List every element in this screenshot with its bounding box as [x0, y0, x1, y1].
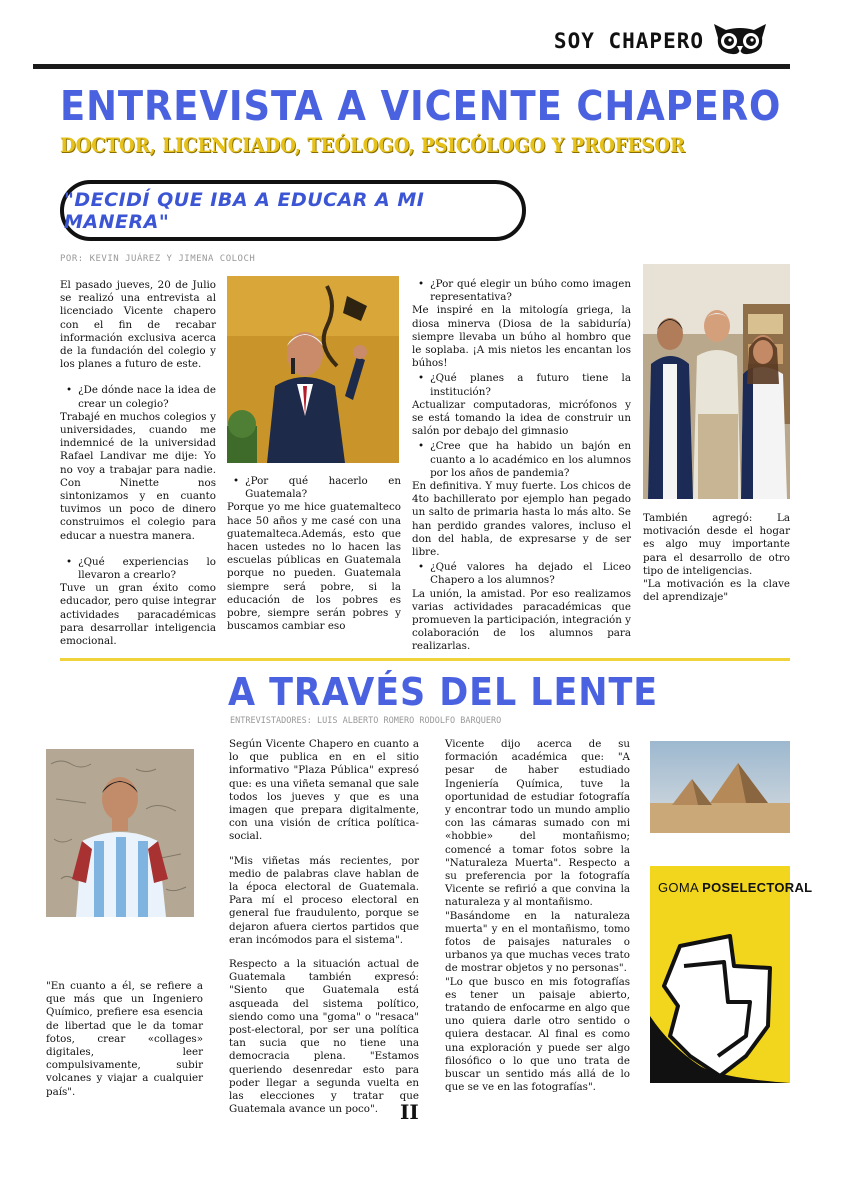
photo-pyramids	[650, 741, 790, 833]
photo-young-man	[46, 749, 194, 917]
article-byline: POR: KEVIN JUÁREZ Y JIMENA COLOCH	[60, 254, 256, 264]
question-4: • ¿Por qué elegir un búho como imagen representativa?	[412, 278, 631, 304]
answer-1: Trabajé en muchos colegios y universidades, cuando me indemnicé de la universidad Rafael Landivar me dije: Yo no voy a trabajar para nadie. Con Ninette nos sintonizamos y en cuanto tuvimos un poco de dinero construimos el colegio para educar a nuestra manera.	[60, 410, 216, 542]
closing-paragraph: También agregó: La motivación desde el hogar es algo muy importante para el desarrollo de otro tipo de inteligencias.	[643, 512, 790, 577]
photo-vicente-speaking	[227, 276, 399, 463]
answer-7: La unión, la amistad. Por eso realizamos varias actividades paracadémicas que promueven la participación, integración y colaboración de los alumnos para realizarlas.	[412, 587, 631, 653]
answer-6: En definitiva. Y muy fuerte. Los chicos de 4to bachillerato por ejemplo han pegado un salto de primaria hasta lo más alto. Se han perdido grandes valores, incluso el don del habla, de expresarse y de ser libre.	[412, 480, 631, 559]
photo-group	[643, 264, 790, 499]
intro-paragraph: El pasado jueves, 20 de Julio se realizó una entrevista al licenciado Vicente chapero con el fin de recabar información exclusiva acerca de la fundación del colegio y los planes a futuro de este.	[60, 279, 216, 371]
page-number: II	[400, 1100, 419, 1124]
article-subtitle: DOCTOR, LICENCIADO, TEÓLOGO, PSICÓLOGO Y PROFESOR	[60, 133, 685, 157]
article1-column-4	[643, 512, 790, 604]
caption-text: "En cuanto a él, se refiere a que más que un Ingeniero Químico, prefiere esa esencia de libertad que le da tomar fotos, crear «collages» digitales, leer compulsivamente, subir volcanes y viajar a cualquier país".	[46, 980, 203, 1098]
article1-column-2	[227, 473, 401, 633]
poster-title	[658, 880, 812, 895]
answer-3: Porque yo me hice guatemalteco hace 50 años y me casé con una guatemalteca.Además, esto que hacen ustedes no lo hacen las escuelas públicas en Guatemala porque no pueden. Guatemala siempre será pobre, si la educación de los pobres es pobre, siempre serán pobres y buscamos cambiar eso	[227, 501, 401, 633]
article2-paragraph-3: Respecto a la situación actual de Guatemala también expresó: "Siento que Guatemala está asqueada del sistema político, siendo como una "goma" o "resaca" post-electoral, por ser una política tan sucia que no tiene una democracia plena. "Estamos queriendo desenredar esto para poder llegar a segunda vuelta en las elecciones y tratar que Guatemala avance un poco".	[229, 958, 419, 1116]
answer-5: Actualizar computadoras, micrófonos y se está tomando la idea de construir un salón por debajo del gimnasio	[412, 398, 631, 438]
question-7: • ¿Qué valores ha dejado el Liceo Chapero a los alumnos?	[412, 561, 631, 587]
owl-icon	[712, 22, 768, 60]
article2-column-3	[445, 738, 630, 1094]
question-5: • ¿Qué planes a futuro tiene la institución?	[412, 372, 631, 398]
question-6: • ¿Cree que ha habido un bajón en cuanto a lo académico en los alumnos por los años de pandemia?	[412, 440, 631, 480]
answer-2: Tuve un gran éxito como educador, pero quise integrar actividades paracadémicas para desarrollar inteligencia emocional.	[60, 582, 216, 648]
article1-column-1	[60, 279, 216, 648]
guatemala-map-icon	[650, 906, 790, 1083]
closing-quote: "La motivación es la clave del aprendizaje"	[643, 578, 790, 604]
answer-4: Me inspiré en la mitología griega, la diosa minerva (Diosa de la sabiduría) siempre llevaba un búho al hombro que le soplaba. ¡A mis nietos les encantan los búhos!	[412, 304, 631, 370]
article2-paragraph-1: Según Vicente Chapero en cuanto a lo que publica en en el sitio informativo "Plaza Pública" expresó que: es una viñeta semanal que sale todos los jueves y que es una imagen que prepara digitalmente, con una visión de crítica política-social.	[229, 738, 419, 843]
article2-column-2	[229, 738, 419, 1116]
article2-paragraph-4: Vicente dijo acerca de su formación académica que: "A pesar de haber estudiado Ingeniería Química, tuve la oportunidad de estudiar fotografía y encontrar todo un mundo amplio con las cámaras sumado con mi «hobbie» del montañismo; comencé a tomar fotos sobre la "Naturaleza Muerta". Respecto a su preferencia por la fotografía Vicente se refirió a que convina la naturaleza y al montañismo.	[445, 738, 630, 909]
article-title: ENTREVISTA A VICENTE CHAPERO	[60, 82, 782, 130]
brand-name: SOY CHAPERO	[553, 29, 704, 53]
pull-quote-text: "DECIDÍ QUE IBA A EDUCAR A MI MANERA"	[64, 188, 425, 233]
photo-caption	[46, 980, 203, 1099]
article1-column-3	[412, 276, 631, 654]
question-1: • ¿De dónde nace la idea de crear un colegio?	[60, 384, 216, 410]
article2-paragraph-5: "Basándome en la naturaleza muerta" y en el montañismo, tomo fotos de paisajes naturales o urbanos ya que muchas veces trato de mostrar objetos y no personas".	[445, 909, 630, 975]
question-2: • ¿Qué experiencias lo llevaron a crearlo?	[60, 556, 216, 582]
header-rule	[33, 64, 790, 69]
article2-title: A TRAVÉS DEL LENTE	[228, 670, 659, 714]
brand-header	[554, 22, 768, 60]
article2-paragraph-6: "Lo que busco en mis fotografías es tener un paisaje abierto, tratando de enfocarme en algo que uno quiera darle otro sentido o quiera destacar. Al final es como una exploración y puede ser algo filosófico o lo que uno trata de buscar un sentido más allá de lo que se ve en las fotografías".	[445, 975, 630, 1094]
poster-title-a: GOMA	[658, 880, 699, 895]
article2-byline: ENTREVISTADORES: LUIS ALBERTO ROMERO RODOLFO BARQUERO	[230, 716, 502, 726]
question-3: • ¿Por qué hacerlo en Guatemala?	[227, 475, 401, 501]
article2-paragraph-2: "Mis viñetas más recientes, por medio de palabras clave hablan de la época electoral de Guatemala. Para mí el proceso electoral en general fue fraudulento, porque se dejaron afuera ciertos partidos que eran incómodos para el sistema".	[229, 854, 419, 946]
poster-goma-poselectoral	[650, 866, 813, 1083]
pull-quote	[60, 180, 526, 241]
poster-title-b: POSELECTORAL	[702, 880, 813, 895]
section-divider	[60, 658, 790, 661]
